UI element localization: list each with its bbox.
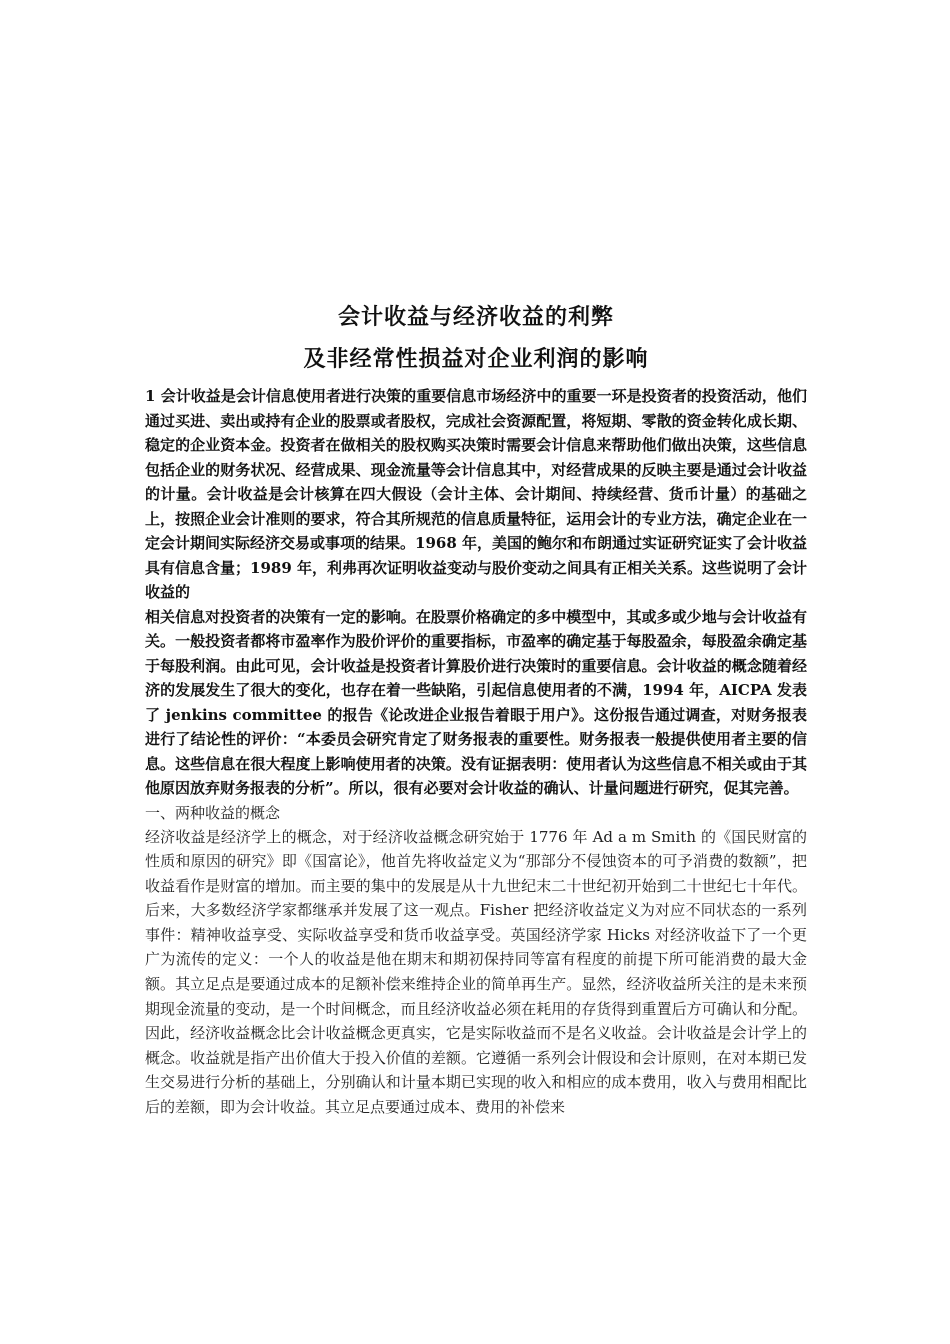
body-paragraph: 经济收益是经济学上的概念，对于经济收益概念研究始于 1776 年 Ad a m Smith 的《国民财富的性质和原因的研究》即《国富论》，他首先将收益定义为“那部分不侵蚀资本的可予消费的数额”，把收益看作是财富的增加。而主要的集中的发展是从十九世纪末二十世纪初开始到二十世纪七十年代。后来，大多数经济学家都继承并发展了这一观点。Fisher 把经济收益定义为对应不同状态的一系列事件：精神收益享受、实际收益享受和货币收益享受。英国经济学家 Hicks 对经济收益下了一个更广为流传的定义：一个人的收益是他在期末和期初保持同等富有程度的前提下所可能消费的最大金额。其立足点是要通过成本的足额补偿来维持企业的简单再生产。显然，经济收益所关注的是未来预期现金流量的变动，是一个时间概念，而且经济收益必须在耗用的存货得到重置后方可确认和分配。因此，经济收益概念比会计收益概念更真实，它是实际收益而不是名义收益。会计收益是会计学上的概念。收益就是指产出价值大于投入价值的差额。它遵循一系列会计假设和会计原则，在对本期已发生交易进行分析的基础上，分别确认和计量本期已实现的收入和相应的成本费用，收入与费用相配比后的差额，即为会计收益。其立足点要通过成本、费用的补偿来 — [145, 827, 807, 1117]
section-heading: 一、两种收益的概念 — [145, 803, 281, 822]
document-page — [145, 296, 807, 1120]
document-title-line-1: 会计收益与经济收益的利弊 — [337, 304, 614, 330]
intro-paragraph-2: 相关信息对投资者的决策有一定的影响。在股票价格确定的多中模型中，其或多或少地与会计收益有关。一般投资者都将市盈率作为股价评价的重要指标，市盈率的确定基于每股盈余，每股盈余确定基于每股利润。由此可见，会计收益是投资者计算股价进行决策时的重要信息。会计收益的概念随着经济的发展发生了很大的变化，也存在着一些缺陷，引起信息使用者的不满，1994 年，AICPA 发表了 jenkins committee 的报告《论改进企业报告着眼于用户》。这份报告通过调查，对财务报表进行了结论性的评价：“本委员会研究肯定了财务报表的重要性。财务报表一般提供使用者主要的信息。这些信息在很大程度上影响使用者的决策。没有证据表明：使用者认为这些信息不相关或由于其他原因放弃财务报表的分析”。所以，很有必要对会计收益的确认、计量问题进行研究，促其完善。 — [145, 607, 807, 797]
intro-paragraph-1: 1 会计收益是会计信息使用者进行决策的重要信息市场经济中的重要一环是投资者的投资活动，他们通过买进、卖出或持有企业的股票或者股权，完成社会资源配置，将短期、零散的资金转化成长期、稳定的企业资本金。投资者在做相关的股权购买决策时需要会计信息来帮助他们做出决策，这些信息包括企业的财务状况、经营成果、现金流量等会计信息其中，对经营成果的反映主要是通过会计收益的计量。会计收益是会计核算在四大假设（会计主体、会计期间、持续经营、货币计量）的基础之上，按照企业会计准则的要求，符合其所规范的信息质量特征，运用会计的专业方法，确定企业在一定会计期间实际经济交易或事项的结果。1968 年，美国的鲍尔和布朗通过实证研究证实了会计收益具有信息含量；1989 年，利弗再次证明收益变动与股价变动之间具有正相关关系。这些说明了会计收益的 — [145, 387, 807, 601]
document-title-line-2: 及非经常性损益对企业利润的影响 — [303, 346, 649, 372]
